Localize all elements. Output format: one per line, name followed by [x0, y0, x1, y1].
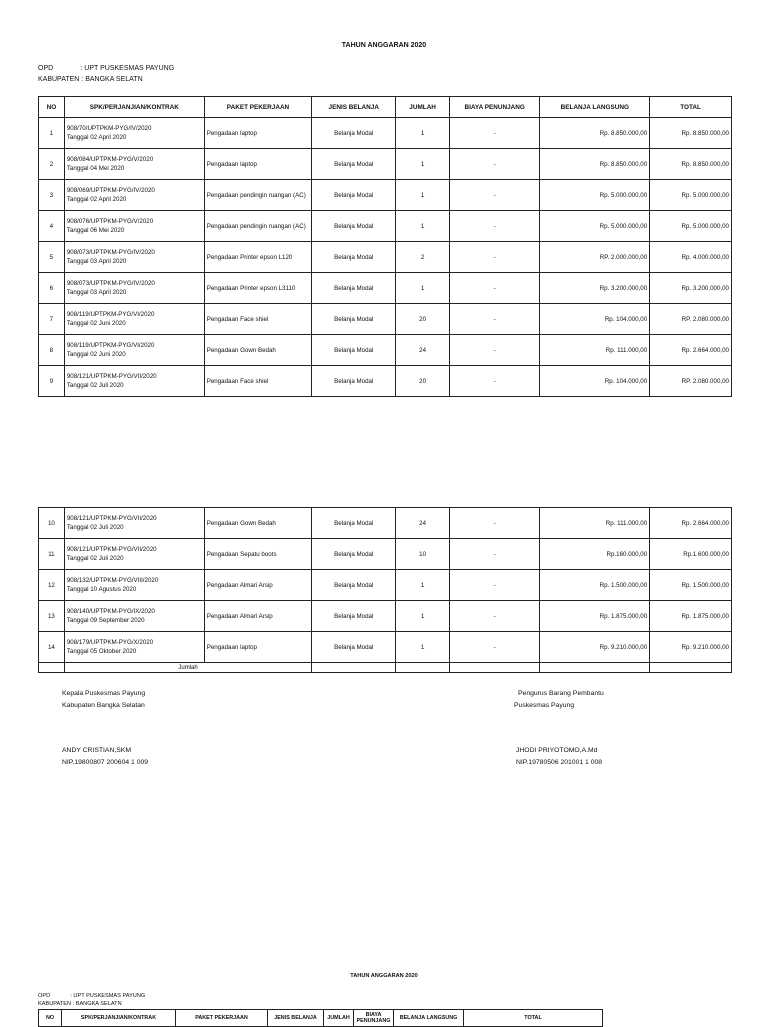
paket-cell: Pengadaan Face shiel — [204, 304, 312, 335]
col-header: JUMLAH — [324, 1010, 354, 1027]
total-cell: Rp. 2.664.000,00 — [650, 508, 732, 539]
belanja-cell: Rp. 8.850.000,00 — [540, 149, 650, 180]
jenis-cell: Belanja Modal — [312, 508, 396, 539]
col-header: BIAYA PENUNJANG — [354, 1010, 394, 1027]
col-header: PAKET PEKERJAAN — [176, 1010, 268, 1027]
jenis-cell: Belanja Modal — [312, 304, 396, 335]
spk-number: 908/073/UPTPKM-PYG/IV/2020 — [66, 280, 155, 287]
left-title-1: Kepala Puskesmas Payung — [62, 690, 146, 697]
table-row — [39, 570, 732, 601]
total-cell: Rp. 3.200.000,00 — [650, 273, 732, 304]
paket-cell: Pengadaan Gown Bedah — [204, 335, 312, 366]
jenis-cell: Belanja Modal — [312, 335, 396, 366]
paket-cell: Pengadaan laptop — [204, 632, 312, 663]
belanja-cell: RP. 2.000.000,00 — [540, 242, 650, 273]
jumlah-cell: 1 — [396, 601, 450, 632]
spk-date: Tanggal 10 Agustus 2020 — [66, 586, 137, 593]
col-header: SPK/PERJANJIAN/KONTRAK — [62, 1010, 176, 1027]
belanja-cell: Rp. 111.000,00 — [540, 508, 650, 539]
belanja-cell: Rp. 5.000.000,00 — [540, 180, 650, 211]
page2-title: TAHUN ANGGARAN 2020 — [350, 973, 418, 979]
jumlah-cell: 1 — [396, 180, 450, 211]
table-row — [39, 335, 732, 366]
left-signatory — [62, 745, 148, 769]
belanja-cell: Rp. 5.000.000,00 — [540, 211, 650, 242]
spk-number: 908/132/UPTPKM-PYG/VIII/2020 — [66, 577, 159, 584]
budget-table-continued — [38, 507, 732, 673]
spk-date: Tanggal 02 Juni 2020 — [66, 320, 126, 327]
total-cell: Rp. 4.000.000,00 — [650, 242, 732, 273]
col-header: SPK/PERJANJIAN/KONTRAK — [64, 97, 204, 118]
belanja-cell: Rp. 3.200.000,00 — [540, 273, 650, 304]
biaya-cell: - — [450, 149, 540, 180]
spk-number: 908/121/UPTPKM-PYG/VII/2020 — [66, 546, 157, 553]
col-header: PAKET PEKERJAAN — [204, 97, 312, 118]
spk-date: Tanggal 03 April 2020 — [66, 258, 127, 265]
spk-cell — [64, 118, 204, 149]
total-cell: Rp. 8.850.000,00 — [650, 118, 732, 149]
jumlah-cell: 1 — [396, 273, 450, 304]
belanja-cell: Rp. 1.500.000,00 — [540, 570, 650, 601]
right-name: JHODI PRIYOTOMO,A.Md — [516, 747, 598, 754]
spk-cell — [64, 304, 204, 335]
spk-date: Tanggal 02 Juli 2020 — [66, 382, 124, 389]
biaya-cell: - — [450, 273, 540, 304]
biaya-cell: - — [450, 539, 540, 570]
jumlah-cell: 24 — [396, 335, 450, 366]
spk-number: 908/073/UPTPKM-PYG/IV/2020 — [66, 249, 155, 256]
spk-cell — [64, 149, 204, 180]
spk-cell — [64, 242, 204, 273]
biaya-cell: - — [450, 508, 540, 539]
row-number: 7 — [39, 304, 65, 335]
table-row — [39, 211, 732, 242]
jumlah-cell: 1 — [396, 211, 450, 242]
jenis-cell: Belanja Modal — [312, 601, 396, 632]
belanja-cell: Rp. 104.000,00 — [540, 366, 650, 397]
spk-cell — [64, 273, 204, 304]
jumlah-cell: 10 — [396, 539, 450, 570]
row-number: 8 — [39, 335, 65, 366]
total-cell: Rp. 2.664.000,00 — [650, 335, 732, 366]
spk-number: 908/121/UPTPKM-PYG/VII/2020 — [66, 515, 157, 522]
left-name: ANDY CRISTIAN,SKM — [62, 747, 131, 754]
left-nip: NIP.19800807 200604 1 009 — [62, 759, 149, 766]
total-cell: Rp. 5.000.000,00 — [650, 180, 732, 211]
jumlah-cell: 20 — [396, 366, 450, 397]
row-number: 11 — [39, 539, 65, 570]
total-cell: Rp. 1.500.000,00 — [650, 570, 732, 601]
biaya-cell: - — [450, 601, 540, 632]
spk-cell — [64, 508, 204, 539]
spk-cell — [64, 335, 204, 366]
row-number: 1 — [39, 118, 65, 149]
opd-line: OPD : UPT PUSKESMAS PAYUNG — [38, 65, 175, 72]
table-row — [39, 273, 732, 304]
paket-cell: Pengadaan pendingin ruangan (AC) — [204, 180, 312, 211]
page-title: TAHUN ANGGARAN 2020 — [341, 42, 427, 49]
table-row — [39, 304, 732, 335]
paket-cell: Pengadaan Almari Arsip — [204, 601, 312, 632]
biaya-cell: - — [450, 242, 540, 273]
spk-number: 908/076/UPTPKM-PYG/V/2020 — [66, 218, 154, 225]
paket-cell: Pengadaan Gown Bedah — [204, 508, 312, 539]
kabupaten-line: KABUPATEN : BANGKA SELATN — [38, 76, 143, 83]
table-row — [39, 118, 732, 149]
spk-number: 908/140/UPTPKM-PYG/IX/2020 — [66, 608, 155, 615]
right-title-2: Puskesmas Payung — [514, 702, 575, 709]
page2-kabupaten-line: KABUPATEN : BANGKA SELATN — [38, 1001, 122, 1007]
col-header: JENIS BELANJA — [268, 1010, 324, 1027]
col-header: NO — [39, 97, 65, 118]
total-cell: Rp. 8.850.000,00 — [650, 149, 732, 180]
total-cell: Rp. 5.000.000,00 — [650, 211, 732, 242]
total-cell: Rp. 1.875.000,00 — [650, 601, 732, 632]
biaya-cell: - — [450, 632, 540, 663]
spk-number: 908/119/UPTPKM-PYG/VI/2020 — [66, 311, 155, 318]
col-header: JUMLAH — [396, 97, 450, 118]
row-number: 5 — [39, 242, 65, 273]
belanja-cell: Rp.160.000,00 — [540, 539, 650, 570]
paket-cell: Pengadaan Almari Arsip — [204, 570, 312, 601]
paket-cell: Pengadaan Printer epson L3110 — [204, 273, 312, 304]
jenis-cell: Belanja Modal — [312, 632, 396, 663]
jenis-cell: Belanja Modal — [312, 211, 396, 242]
table-row — [39, 242, 732, 273]
paket-cell: Pengadaan Sepatu boots — [204, 539, 312, 570]
biaya-cell: - — [450, 304, 540, 335]
jumlah-cell: 1 — [396, 118, 450, 149]
jumlah-cell: 1 — [396, 632, 450, 663]
row-number: 9 — [39, 366, 65, 397]
total-cell: RP. 2.080.000,00 — [650, 304, 732, 335]
spk-number: 908/069/UPTPKM-PYG/IV/2020 — [66, 187, 155, 194]
col-header: NO — [39, 1010, 62, 1027]
spk-date: Tanggal 06 Mei 2020 — [66, 227, 125, 234]
col-header: BELANJA LANGSUNG — [540, 97, 650, 118]
jenis-cell: Belanja Modal — [312, 273, 396, 304]
spk-date: Tanggal 05 Oktober 2020 — [66, 648, 137, 655]
row-number: 13 — [39, 601, 65, 632]
table-row — [39, 632, 732, 663]
jenis-cell: Belanja Modal — [312, 149, 396, 180]
paket-cell: Pengadaan Face shiel — [204, 366, 312, 397]
belanja-cell: Rp. 8.850.000,00 — [540, 118, 650, 149]
paket-cell: Pengadaan Printer epson L120 — [204, 242, 312, 273]
biaya-cell: - — [450, 366, 540, 397]
spk-cell — [64, 570, 204, 601]
budget-table — [38, 96, 732, 397]
right-title-1: Pengurus Barang Pembantu — [518, 690, 604, 697]
spk-date: Tanggal 02 Juni 2020 — [66, 351, 126, 358]
spk-number: 908/121/UPTPKM-PYG/VII/2020 — [66, 373, 157, 380]
jumlah-label: Jumlah — [64, 663, 311, 673]
table-row — [39, 508, 732, 539]
jenis-cell: Belanja Modal — [312, 366, 396, 397]
row-number: 10 — [39, 508, 65, 539]
col-header: TOTAL — [464, 1010, 603, 1027]
col-header: TOTAL — [650, 97, 732, 118]
row-number: 14 — [39, 632, 65, 663]
left-signature-block — [62, 688, 145, 712]
paket-cell: Pengadaan pendingin ruangan (AC) — [204, 211, 312, 242]
jumlah-cell: 1 — [396, 570, 450, 601]
page2-table — [38, 1009, 603, 1027]
total-cell: Rp. 9.210.000,00 — [650, 632, 732, 663]
table-row — [39, 149, 732, 180]
biaya-cell: - — [450, 570, 540, 601]
belanja-cell: Rp. 1.875.000,00 — [540, 601, 650, 632]
table-row — [39, 366, 732, 397]
spk-cell — [64, 180, 204, 211]
spk-cell — [64, 366, 204, 397]
table-row — [39, 539, 732, 570]
jumlah-cell: 20 — [396, 304, 450, 335]
paket-cell: Pengadaan laptop — [204, 118, 312, 149]
spk-number: 908/70/UPTPKM-PYG/IV/2020 — [66, 125, 152, 132]
right-nip: NIP.19780506 201001 1 008 — [516, 759, 603, 766]
spk-number: 908/084/UPTPKM-PYG/V/2020 — [66, 156, 154, 163]
table-header-row — [39, 97, 732, 118]
biaya-cell: - — [450, 335, 540, 366]
right-signatory — [516, 745, 602, 769]
spk-date: Tanggal 02 April 2020 — [66, 134, 127, 141]
col-header: BIAYA PENUNJANG — [450, 97, 540, 118]
row-number: 2 — [39, 149, 65, 180]
jumlah-cell: 24 — [396, 508, 450, 539]
spk-number: 908/179/UPTPKM-PYG/X/2020 — [66, 639, 154, 646]
row-number: 6 — [39, 273, 65, 304]
jenis-cell: Belanja Modal — [312, 242, 396, 273]
page2-opd-line: OPD : UPT PUSKESMAS PAYUNG — [38, 993, 146, 999]
total-cell: RP. 2.080.000,00 — [650, 366, 732, 397]
spk-cell — [64, 601, 204, 632]
jenis-cell: Belanja Modal — [312, 570, 396, 601]
biaya-cell: - — [450, 118, 540, 149]
row-number: 4 — [39, 211, 65, 242]
spk-cell — [64, 211, 204, 242]
spk-date: Tanggal 02 Juli 2020 — [66, 555, 124, 562]
belanja-cell: Rp. 9.210.000,00 — [540, 632, 650, 663]
right-signature-block — [514, 688, 604, 712]
spk-date: Tanggal 03 April 2020 — [66, 289, 127, 296]
paket-cell: Pengadaan laptop — [204, 149, 312, 180]
spk-cell — [64, 632, 204, 663]
jenis-cell: Belanja Modal — [312, 539, 396, 570]
row-number: 3 — [39, 180, 65, 211]
belanja-cell: Rp. 111.000,00 — [540, 335, 650, 366]
biaya-cell: - — [450, 211, 540, 242]
spk-cell — [64, 539, 204, 570]
table-row — [39, 601, 732, 632]
spk-date: Tanggal 02 April 2020 — [66, 196, 127, 203]
jumlah-cell: 2 — [396, 242, 450, 273]
spk-date: Tanggal 04 Mei 2020 — [66, 165, 125, 172]
jenis-cell: Belanja Modal — [312, 180, 396, 211]
belanja-cell: Rp. 104.000,00 — [540, 304, 650, 335]
table-row — [39, 180, 732, 211]
jumlah-row — [39, 663, 732, 673]
spk-date: Tanggal 02 Juli 2020 — [66, 524, 124, 531]
spk-date: Tanggal 09 September 2020 — [66, 617, 145, 624]
spk-number: 908/119/UPTPKM-PYG/VI/2020 — [66, 342, 155, 349]
col-header: BELANJA LANGSUNG — [394, 1010, 464, 1027]
jenis-cell: Belanja Modal — [312, 118, 396, 149]
col-header: JENIS BELANJA — [312, 97, 396, 118]
biaya-cell: - — [450, 180, 540, 211]
row-number: 12 — [39, 570, 65, 601]
jumlah-cell: 1 — [396, 149, 450, 180]
left-title-2: Kabupaten Bangka Selatan — [62, 702, 145, 709]
total-cell: Rp.1.600.000,00 — [650, 539, 732, 570]
